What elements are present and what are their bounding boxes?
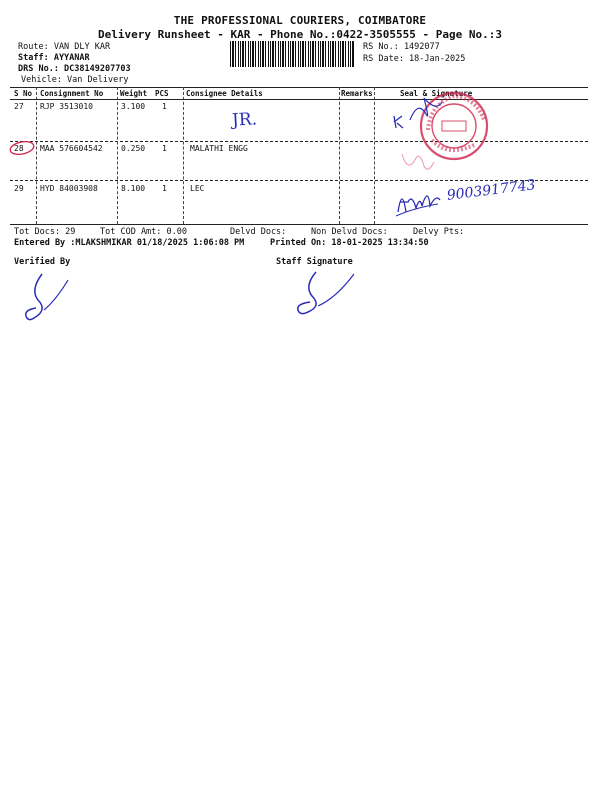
header-sno: S No <box>14 89 33 98</box>
column-divider <box>339 87 340 224</box>
table-cell-sno: 29 <box>14 184 24 193</box>
drs-number: DRS No.: DC38149207703 <box>18 64 131 74</box>
handwritten-phone: 9003917743 <box>446 177 537 204</box>
printed-on: Printed On: 18-01-2025 13:34:50 <box>270 238 429 248</box>
table-cell-sno: 28 <box>14 144 24 153</box>
total-cod-amount: Tot COD Amt: 0.00 <box>100 227 187 237</box>
table-cell-consignment: MAA 576604542 <box>40 144 103 153</box>
column-divider <box>374 87 375 224</box>
header-seal-signature: Seal & Signature <box>400 89 473 98</box>
signature-scribble-icon <box>388 92 448 132</box>
column-divider <box>117 87 118 224</box>
column-divider <box>183 87 184 224</box>
row-divider <box>10 141 588 142</box>
entered-by: Entered By :MLAKSHMIKAR 01/18/2025 1:06:08 PM <box>14 238 245 248</box>
table-cell-pcs: 1 <box>162 184 167 193</box>
header-consignment: Consignment No <box>40 89 104 98</box>
runsheet-subtitle: Delivery Runsheet - KAR - Phone No.:0422-3505555 - Page No.:3 <box>98 28 502 41</box>
table-cell-pcs: 1 <box>162 144 167 153</box>
company-title: THE PROFESSIONAL COURIERS, COIMBATORE <box>173 14 427 27</box>
staff-signature-icon <box>292 268 362 320</box>
table-cell-consignee: LEC <box>190 184 205 193</box>
table-bottom-rule <box>10 224 588 225</box>
total-docs: Tot Docs: 29 <box>14 227 76 237</box>
header-pcs: PCS <box>155 89 169 98</box>
rs-number: RS No.: 1492077 <box>363 42 440 52</box>
rs-date: RS Date: 18-Jan-2025 <box>363 54 466 64</box>
table-cell-sno: 27 <box>14 102 24 111</box>
verified-by-label: Verified By <box>14 257 71 267</box>
delivery-points: Delvy Pts: <box>413 227 465 237</box>
staff-signature-label: Staff Signature <box>276 257 353 267</box>
table-cell-pcs: 1 <box>162 102 167 111</box>
handwritten-note: JR. <box>231 109 258 131</box>
non-delivered-docs: Non Delvd Docs: <box>311 227 388 237</box>
signature-scribble-icon <box>398 148 438 178</box>
table-header-rule <box>10 99 588 100</box>
table-cell-weight: 8.100 <box>121 184 146 193</box>
header-remarks: Remarks <box>341 89 373 98</box>
staff-text: Staff: AYYANAR <box>18 53 90 63</box>
delivered-docs: Delvd Docs: <box>230 227 287 237</box>
table-cell-weight: 0.250 <box>121 144 146 153</box>
barcode <box>230 41 354 67</box>
header-consignee: Consignee Details <box>186 89 263 98</box>
table-top-rule <box>10 87 588 88</box>
circle-mark-icon <box>8 139 38 157</box>
table-cell-consignment: RJP 3513010 <box>40 102 93 111</box>
verified-signature-icon <box>20 270 80 330</box>
table-cell-consignment: HYD 84003908 <box>40 184 98 193</box>
header-weight: Weight <box>120 89 148 98</box>
route-text: Route: VAN DLY KAR <box>18 42 111 52</box>
table-cell-weight: 3.100 <box>121 102 146 111</box>
vehicle-text: Vehicle: Van Delivery <box>21 75 129 85</box>
signature-scribble-icon <box>392 182 452 222</box>
table-cell-consignee: MALATHI ENGG <box>190 144 248 153</box>
